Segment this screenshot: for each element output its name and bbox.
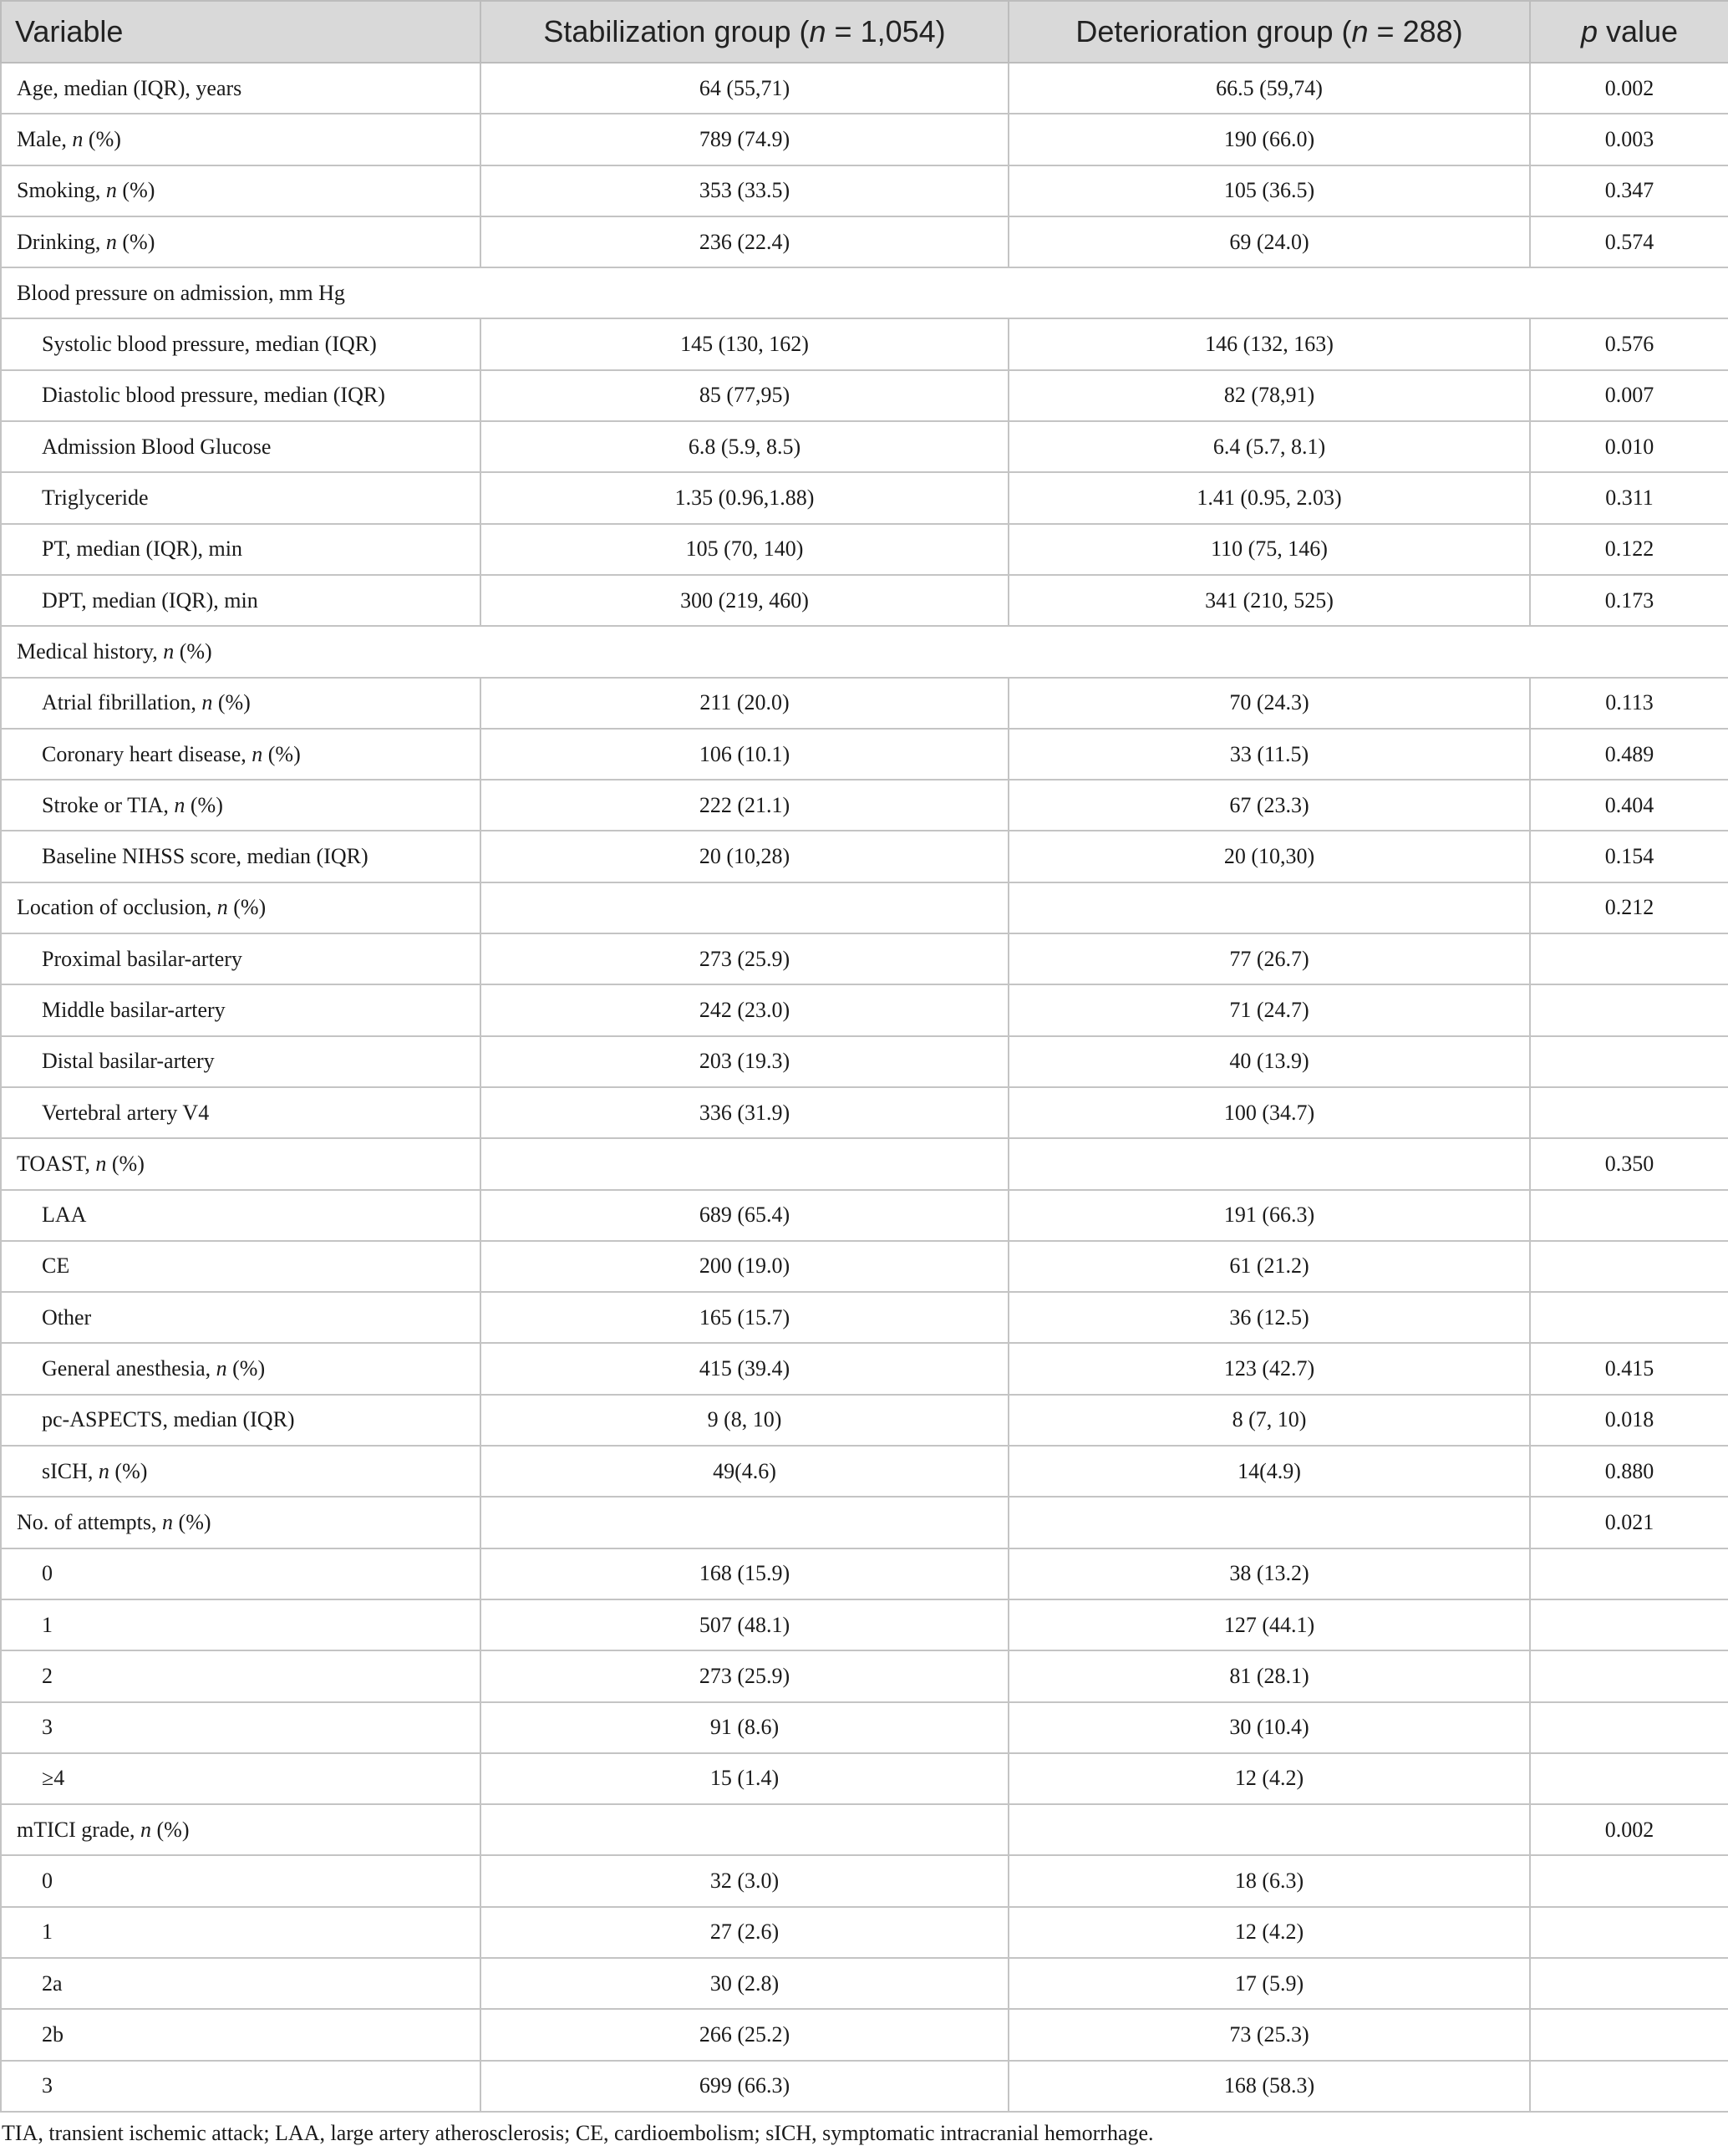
table-row bbox=[1, 1497, 1728, 1548]
table-row bbox=[1, 370, 1728, 421]
row-label-text: Smoking, bbox=[17, 178, 106, 203]
row-label-text: General anesthesia, bbox=[42, 1356, 216, 1381]
p-value-cell: 0.122 bbox=[1530, 524, 1728, 575]
row-label-text: Distal basilar-artery bbox=[42, 1049, 215, 1074]
deterioration-cell bbox=[1009, 1138, 1530, 1189]
p-value-cell: 0.154 bbox=[1530, 831, 1728, 882]
variable-cell bbox=[1, 318, 480, 369]
table-row bbox=[1, 1753, 1728, 1804]
stabilization-cell: 415 (39.4) bbox=[480, 1343, 1009, 1394]
table-row bbox=[1, 1446, 1728, 1497]
stabilization-cell: 30 (2.8) bbox=[480, 1958, 1009, 2009]
stabilization-cell: 1.35 (0.96,1.88) bbox=[480, 472, 1009, 523]
p-value-cell: 0.018 bbox=[1530, 1395, 1728, 1446]
deterioration-cell: 81 (28.1) bbox=[1009, 1650, 1530, 1701]
p-value-cell: 0.415 bbox=[1530, 1343, 1728, 1394]
p-value-cell bbox=[1530, 2009, 1728, 2060]
header-p-value: p value bbox=[1530, 1, 1728, 63]
table-row bbox=[1, 1907, 1728, 1958]
p-value-cell: 0.350 bbox=[1530, 1138, 1728, 1189]
p-value-cell bbox=[1530, 1241, 1728, 1292]
deterioration-cell: 12 (4.2) bbox=[1009, 1753, 1530, 1804]
p-value-cell bbox=[1530, 1855, 1728, 1906]
row-label-n: n bbox=[252, 741, 263, 766]
p-value-cell: 0.173 bbox=[1530, 575, 1728, 626]
stabilization-cell: 236 (22.4) bbox=[480, 216, 1009, 267]
deterioration-cell: 40 (13.9) bbox=[1009, 1036, 1530, 1087]
header-deterioration-group: Deterioration group (n = 288) bbox=[1009, 1, 1530, 63]
table-row bbox=[1, 216, 1728, 267]
stabilization-cell: 242 (23.0) bbox=[480, 984, 1009, 1035]
stabilization-cell: 105 (70, 140) bbox=[480, 524, 1009, 575]
deterioration-cell: 12 (4.2) bbox=[1009, 1907, 1530, 1958]
row-label-text: Age, median (IQR), years bbox=[17, 75, 242, 100]
deterioration-cell: 61 (21.2) bbox=[1009, 1241, 1530, 1292]
table-row bbox=[1, 1343, 1728, 1394]
table-header-row bbox=[1, 1, 1728, 63]
p-value-cell: 0.113 bbox=[1530, 678, 1728, 729]
variable-cell bbox=[1, 1138, 480, 1189]
row-label-n: n bbox=[95, 1151, 107, 1176]
stabilization-cell: 353 (33.5) bbox=[480, 165, 1009, 216]
deterioration-cell bbox=[1009, 1497, 1530, 1548]
stabilization-cell: 168 (15.9) bbox=[480, 1548, 1009, 1599]
stabilization-cell: 789 (74.9) bbox=[480, 114, 1009, 165]
stabilization-cell: 106 (10.1) bbox=[480, 729, 1009, 780]
table-row bbox=[1, 1241, 1728, 1292]
row-label-text: TOAST, bbox=[17, 1151, 96, 1176]
variable-cell bbox=[1, 729, 480, 780]
table-row bbox=[1, 1548, 1728, 1599]
stabilization-cell: 203 (19.3) bbox=[480, 1036, 1009, 1087]
row-label-n: n bbox=[72, 126, 84, 151]
stabilization-cell: 211 (20.0) bbox=[480, 678, 1009, 729]
row-label-n: n bbox=[105, 229, 117, 254]
row-label-text: Vertebral artery V4 bbox=[42, 1100, 210, 1125]
row-label-suffix: (%) bbox=[106, 1151, 145, 1176]
variable-cell bbox=[1, 1446, 480, 1497]
deterioration-cell: 191 (66.3) bbox=[1009, 1190, 1530, 1241]
deterioration-cell bbox=[1009, 1804, 1530, 1855]
row-label-text: 0 bbox=[42, 1869, 53, 1894]
variable-cell bbox=[1, 1548, 480, 1599]
row-label-n: n bbox=[163, 638, 175, 664]
deterioration-cell: 36 (12.5) bbox=[1009, 1292, 1530, 1343]
stabilization-cell: 699 (66.3) bbox=[480, 2061, 1009, 2112]
variable-cell bbox=[1, 984, 480, 1035]
row-label-text: Proximal basilar-artery bbox=[42, 946, 242, 971]
row-label-text: Location of occlusion, bbox=[17, 895, 217, 920]
variable-cell bbox=[1, 1650, 480, 1701]
row-label-text: 3 bbox=[42, 1715, 53, 1740]
stabilization-cell: 6.8 (5.9, 8.5) bbox=[480, 421, 1009, 472]
deterioration-cell: 77 (26.7) bbox=[1009, 933, 1530, 984]
row-label-text: Systolic blood pressure, median (IQR) bbox=[42, 332, 377, 357]
variable-cell bbox=[1, 1292, 480, 1343]
deterioration-cell: 6.4 (5.7, 8.1) bbox=[1009, 421, 1530, 472]
row-label-text: Stroke or TIA, bbox=[42, 792, 175, 817]
variable-cell bbox=[1, 1087, 480, 1138]
table-body bbox=[1, 63, 1728, 2112]
p-value-cell bbox=[1530, 1292, 1728, 1343]
table-row bbox=[1, 524, 1728, 575]
p-value-cell: 0.212 bbox=[1530, 882, 1728, 933]
table-row bbox=[1, 729, 1728, 780]
row-label-suffix: (%) bbox=[109, 1458, 148, 1483]
deterioration-cell: 30 (10.4) bbox=[1009, 1702, 1530, 1753]
variable-cell bbox=[1, 524, 480, 575]
row-label-n: n bbox=[140, 1817, 152, 1842]
row-label-text: 0 bbox=[42, 1561, 53, 1586]
variable-cell bbox=[1, 1855, 480, 1906]
row-label-n: n bbox=[216, 895, 228, 920]
p-value-cell: 0.576 bbox=[1530, 318, 1728, 369]
stabilization-cell: 15 (1.4) bbox=[480, 1753, 1009, 1804]
row-label-suffix: (%) bbox=[226, 1356, 266, 1381]
deterioration-cell: 100 (34.7) bbox=[1009, 1087, 1530, 1138]
variable-cell bbox=[1, 933, 480, 984]
deterioration-cell: 17 (5.9) bbox=[1009, 1958, 1530, 2009]
stabilization-cell: 91 (8.6) bbox=[480, 1702, 1009, 1753]
row-label-text: PT, median (IQR), min bbox=[42, 536, 242, 562]
variable-cell bbox=[1, 882, 480, 933]
deterioration-cell: 8 (7, 10) bbox=[1009, 1395, 1530, 1446]
row-label-text: Diastolic blood pressure, median (IQR) bbox=[42, 383, 385, 408]
p-value-cell: 0.489 bbox=[1530, 729, 1728, 780]
row-label-n: n bbox=[201, 690, 213, 715]
table-row bbox=[1, 2009, 1728, 2060]
stabilization-cell: 49(4.6) bbox=[480, 1446, 1009, 1497]
table-section-row bbox=[1, 626, 1728, 677]
stabilization-cell: 300 (219, 460) bbox=[480, 575, 1009, 626]
p-value-cell: 0.311 bbox=[1530, 472, 1728, 523]
deterioration-cell: 14(4.9) bbox=[1009, 1446, 1530, 1497]
table-row bbox=[1, 1395, 1728, 1446]
variable-cell bbox=[1, 1036, 480, 1087]
p-value-cell: 0.574 bbox=[1530, 216, 1728, 267]
table-row bbox=[1, 2061, 1728, 2112]
row-label-text: Baseline NIHSS score, median (IQR) bbox=[42, 844, 368, 869]
row-label-text: CE bbox=[42, 1253, 70, 1279]
row-label-text: Triglyceride bbox=[42, 486, 149, 511]
stabilization-cell: 273 (25.9) bbox=[480, 1650, 1009, 1701]
row-label-suffix: (%) bbox=[116, 229, 155, 254]
variable-cell bbox=[1, 575, 480, 626]
row-label-text: 2a bbox=[42, 1970, 63, 1996]
table-row bbox=[1, 1190, 1728, 1241]
table-row bbox=[1, 780, 1728, 831]
p-value-cell: 0.880 bbox=[1530, 1446, 1728, 1497]
deterioration-cell: 18 (6.3) bbox=[1009, 1855, 1530, 1906]
variable-cell bbox=[1, 1241, 480, 1292]
stabilization-cell: 32 (3.0) bbox=[480, 1855, 1009, 1906]
row-label-suffix: (%) bbox=[227, 895, 267, 920]
p-value-cell: 0.347 bbox=[1530, 165, 1728, 216]
row-label-text: Coronary heart disease, bbox=[42, 741, 252, 766]
table-row bbox=[1, 114, 1728, 165]
p-value-cell bbox=[1530, 933, 1728, 984]
row-label-text: No. of attempts, bbox=[17, 1509, 163, 1534]
stabilization-cell: 273 (25.9) bbox=[480, 933, 1009, 984]
row-label-suffix: (%) bbox=[173, 1509, 211, 1534]
p-value-cell: 0.003 bbox=[1530, 114, 1728, 165]
table-row bbox=[1, 1138, 1728, 1189]
variable-cell bbox=[1, 831, 480, 882]
row-label-text: 1 bbox=[42, 1612, 53, 1637]
table-row bbox=[1, 1855, 1728, 1906]
table-row bbox=[1, 1599, 1728, 1650]
deterioration-cell: 341 (210, 525) bbox=[1009, 575, 1530, 626]
variable-cell bbox=[1, 2061, 480, 2112]
stabilization-cell: 507 (48.1) bbox=[480, 1599, 1009, 1650]
row-label-text: Middle basilar-artery bbox=[42, 997, 226, 1022]
row-label-text: 3 bbox=[42, 2073, 53, 2098]
p-value-cell bbox=[1530, 1548, 1728, 1599]
table-row bbox=[1, 678, 1728, 729]
row-label-text: Male, bbox=[17, 126, 73, 151]
p-value-cell bbox=[1530, 1036, 1728, 1087]
variable-cell bbox=[1, 780, 480, 831]
table-footnote: TIA, transient ischemic attack; LAA, large artery atherosclerosis; CE, cardioembolism; sICH, symptomatic intracranial hemorrhage. bbox=[2, 2120, 1154, 2145]
variable-cell bbox=[1, 421, 480, 472]
row-label-n: n bbox=[98, 1458, 109, 1483]
row-label-text: DPT, median (IQR), min bbox=[42, 587, 258, 613]
variable-cell bbox=[1, 2009, 480, 2060]
table-row bbox=[1, 472, 1728, 523]
p-value-cell: 0.002 bbox=[1530, 63, 1728, 114]
table-row bbox=[1, 1036, 1728, 1087]
p-value-cell: 0.021 bbox=[1530, 1497, 1728, 1548]
stabilization-cell: 165 (15.7) bbox=[480, 1292, 1009, 1343]
row-label-text: 1 bbox=[42, 1920, 53, 1945]
p-value-cell bbox=[1530, 1702, 1728, 1753]
row-label-text: 2b bbox=[42, 2021, 64, 2047]
row-label-n: n bbox=[162, 1509, 174, 1534]
row-label-text: ≥4 bbox=[42, 1766, 65, 1791]
variable-cell bbox=[1, 114, 480, 165]
deterioration-cell bbox=[1009, 882, 1530, 933]
row-label-text: sICH, bbox=[42, 1458, 99, 1483]
header-stabilization-group: Stabilization group (n = 1,054) bbox=[480, 1, 1009, 63]
p-value-cell: 0.404 bbox=[1530, 780, 1728, 831]
variable-cell bbox=[1, 1190, 480, 1241]
row-label-n: n bbox=[105, 178, 117, 203]
p-value-cell: 0.002 bbox=[1530, 1804, 1728, 1855]
deterioration-cell: 82 (78,91) bbox=[1009, 370, 1530, 421]
deterioration-cell: 67 (23.3) bbox=[1009, 780, 1530, 831]
row-label-suffix: (%) bbox=[262, 741, 301, 766]
row-label-text: mTICI grade, bbox=[17, 1817, 141, 1842]
table-row bbox=[1, 1958, 1728, 2009]
stabilization-cell: 200 (19.0) bbox=[480, 1241, 1009, 1292]
p-value-cell bbox=[1530, 2061, 1728, 2112]
stabilization-cell bbox=[480, 882, 1009, 933]
deterioration-cell: 1.41 (0.95, 2.03) bbox=[1009, 472, 1530, 523]
stabilization-cell: 266 (25.2) bbox=[480, 2009, 1009, 2060]
p-value-cell bbox=[1530, 1958, 1728, 2009]
variable-cell bbox=[1, 63, 480, 114]
row-label-text: Admission Blood Glucose bbox=[42, 434, 272, 459]
variable-cell bbox=[1, 370, 480, 421]
row-label-suffix: (%) bbox=[83, 126, 121, 151]
deterioration-cell: 190 (66.0) bbox=[1009, 114, 1530, 165]
variable-cell bbox=[1, 1804, 480, 1855]
variable-cell bbox=[1, 1343, 480, 1394]
deterioration-cell: 105 (36.5) bbox=[1009, 165, 1530, 216]
variable-cell bbox=[1, 1599, 480, 1650]
stabilization-cell: 27 (2.6) bbox=[480, 1907, 1009, 1958]
row-label-n: n bbox=[216, 1356, 227, 1381]
section-label-cell bbox=[1, 626, 1728, 677]
deterioration-cell: 123 (42.7) bbox=[1009, 1343, 1530, 1394]
deterioration-cell: 33 (11.5) bbox=[1009, 729, 1530, 780]
row-label-text: Other bbox=[42, 1304, 92, 1330]
stabilization-cell: 222 (21.1) bbox=[480, 780, 1009, 831]
deterioration-cell: 66.5 (59,74) bbox=[1009, 63, 1530, 114]
row-label-suffix: (%) bbox=[212, 690, 251, 715]
variable-cell bbox=[1, 1907, 480, 1958]
row-label-text: pc-ASPECTS, median (IQR) bbox=[42, 1407, 295, 1432]
variable-cell bbox=[1, 1753, 480, 1804]
deterioration-cell: 127 (44.1) bbox=[1009, 1599, 1530, 1650]
variable-cell bbox=[1, 1702, 480, 1753]
table-row bbox=[1, 1650, 1728, 1701]
table-row bbox=[1, 933, 1728, 984]
row-label-text: LAA bbox=[42, 1203, 87, 1228]
row-label-text: Atrial fibrillation, bbox=[42, 690, 202, 715]
stabilization-cell: 689 (65.4) bbox=[480, 1190, 1009, 1241]
deterioration-cell: 168 (58.3) bbox=[1009, 2061, 1530, 2112]
p-value-cell bbox=[1530, 984, 1728, 1035]
deterioration-cell: 71 (24.7) bbox=[1009, 984, 1530, 1035]
stabilization-cell: 145 (130, 162) bbox=[480, 318, 1009, 369]
p-value-cell: 0.010 bbox=[1530, 421, 1728, 472]
variable-cell bbox=[1, 1395, 480, 1446]
p-value-cell bbox=[1530, 1907, 1728, 1958]
table-row bbox=[1, 882, 1728, 933]
deterioration-cell: 20 (10,30) bbox=[1009, 831, 1530, 882]
deterioration-cell: 110 (75, 146) bbox=[1009, 524, 1530, 575]
header-variable: Variable bbox=[1, 1, 480, 63]
row-label-text: 2 bbox=[42, 1663, 53, 1688]
stabilization-cell bbox=[480, 1138, 1009, 1189]
p-value-cell bbox=[1530, 1650, 1728, 1701]
p-value-cell bbox=[1530, 1753, 1728, 1804]
deterioration-cell: 70 (24.3) bbox=[1009, 678, 1530, 729]
row-label-n: n bbox=[174, 792, 186, 817]
deterioration-cell: 146 (132, 163) bbox=[1009, 318, 1530, 369]
variable-cell bbox=[1, 216, 480, 267]
p-value-cell bbox=[1530, 1599, 1728, 1650]
table-row bbox=[1, 831, 1728, 882]
stabilization-cell: 336 (31.9) bbox=[480, 1087, 1009, 1138]
deterioration-cell: 73 (25.3) bbox=[1009, 2009, 1530, 2060]
row-label-suffix: (%) bbox=[151, 1817, 190, 1842]
table-section-row bbox=[1, 267, 1728, 318]
table-row bbox=[1, 165, 1728, 216]
stabilization-cell: 64 (55,71) bbox=[480, 63, 1009, 114]
row-label-text: Drinking, bbox=[17, 229, 106, 254]
table-row bbox=[1, 318, 1728, 369]
p-value-cell bbox=[1530, 1190, 1728, 1241]
row-label-text: Blood pressure on admission, mm Hg bbox=[17, 280, 345, 305]
stabilization-cell bbox=[480, 1497, 1009, 1548]
table-row bbox=[1, 63, 1728, 114]
table-row bbox=[1, 1804, 1728, 1855]
stabilization-cell bbox=[480, 1804, 1009, 1855]
p-value-cell bbox=[1530, 1087, 1728, 1138]
variable-cell bbox=[1, 472, 480, 523]
deterioration-cell: 38 (13.2) bbox=[1009, 1548, 1530, 1599]
p-value-cell: 0.007 bbox=[1530, 370, 1728, 421]
table-row bbox=[1, 1292, 1728, 1343]
variable-cell bbox=[1, 1497, 480, 1548]
table-row bbox=[1, 1087, 1728, 1138]
stabilization-cell: 20 (10,28) bbox=[480, 831, 1009, 882]
stabilization-cell: 85 (77,95) bbox=[480, 370, 1009, 421]
stabilization-cell: 9 (8, 10) bbox=[480, 1395, 1009, 1446]
variable-cell bbox=[1, 678, 480, 729]
table-row bbox=[1, 575, 1728, 626]
variable-cell bbox=[1, 165, 480, 216]
deterioration-cell: 69 (24.0) bbox=[1009, 216, 1530, 267]
table-row bbox=[1, 421, 1728, 472]
row-label-suffix: (%) bbox=[174, 638, 212, 664]
variable-cell bbox=[1, 1958, 480, 2009]
table-row bbox=[1, 1702, 1728, 1753]
row-label-suffix: (%) bbox=[116, 178, 155, 203]
section-label-cell bbox=[1, 267, 1728, 318]
row-label-suffix: (%) bbox=[185, 792, 223, 817]
table-row bbox=[1, 984, 1728, 1035]
row-label-text: Medical history, bbox=[17, 638, 164, 664]
